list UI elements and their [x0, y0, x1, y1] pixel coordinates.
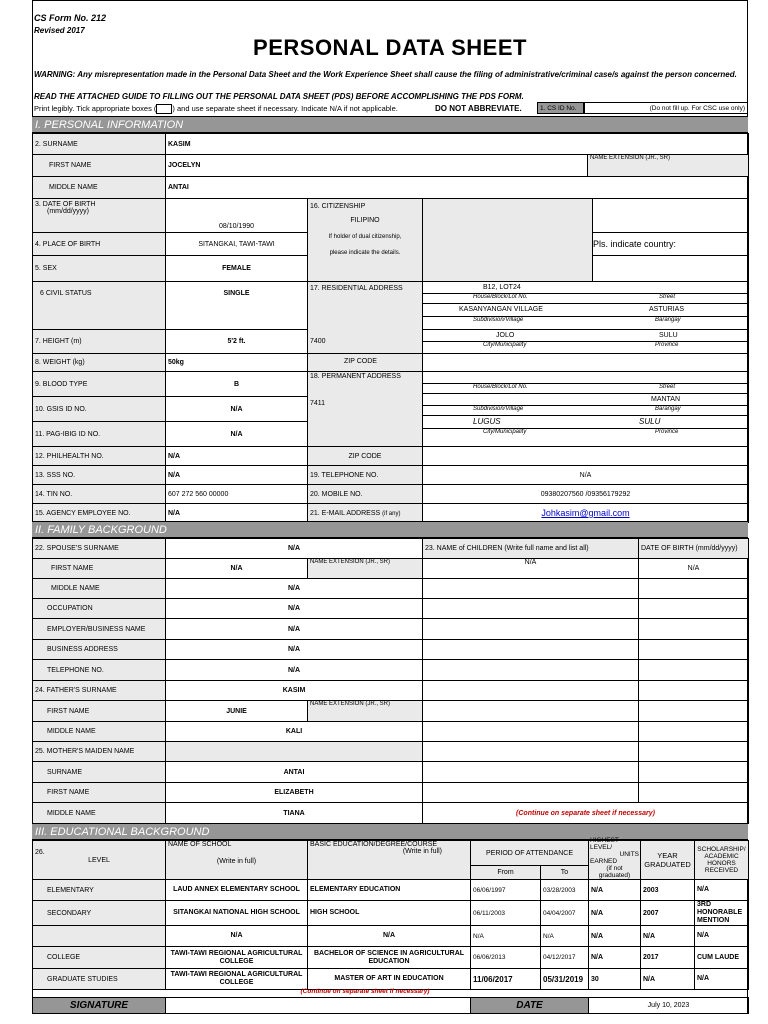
perm-street-label: Street [659, 384, 676, 390]
mother-first-label: FIRST NAME [33, 783, 166, 803]
country-note: Pls. indicate country: [593, 233, 749, 256]
education-school[interactable]: N/A [166, 926, 308, 947]
spouse-middle-value[interactable]: N/A [166, 579, 423, 599]
education-honors[interactable]: N/A [695, 969, 749, 990]
spouse-middle-label: MIDDLE NAME [33, 579, 166, 599]
section-family-header: II. FAMILY BACKGROUND [32, 521, 748, 538]
business-address-label: BUSINESS ADDRESS [33, 640, 166, 660]
telephone-label: 19. TELEPHONE NO. [308, 466, 423, 485]
education-course[interactable]: HIGH SCHOOL [308, 901, 471, 926]
mother-middle-value[interactable]: TIANA [166, 803, 423, 824]
course-subheader: (Write in full) [402, 848, 442, 855]
instructions [34, 104, 398, 114]
personal-name-table [32, 133, 749, 199]
res-barangay-value[interactable]: ASTURIAS [649, 306, 685, 313]
blood-type-value[interactable]: B [166, 372, 308, 397]
form-id: CS Form No. 212 [34, 13, 107, 23]
email-link[interactable]: Johkasim@gmail.com [541, 508, 630, 518]
mother-first-value[interactable]: ELIZABETH [166, 783, 423, 803]
school-header: NAME OF SCHOOL [168, 841, 232, 848]
mother-maiden-label: 25. MOTHER'S MAIDEN NAME [33, 742, 166, 762]
education-year[interactable]: N/A [641, 926, 695, 947]
civil-status-label: 6 CIVIL STATUS [33, 282, 166, 330]
school-subheader: (Write in full) [216, 858, 257, 865]
education-from[interactable]: 06/06/2013 [471, 947, 541, 969]
honors-header-3: HONORS [707, 860, 736, 867]
employer-value[interactable]: N/A [166, 619, 423, 640]
education-row [33, 947, 749, 969]
instruction-part-a: Print legibly. Tick appropriate boxes ( [34, 104, 157, 113]
education-row [33, 969, 749, 990]
weight-value[interactable]: 50kg [166, 354, 308, 372]
perm-zip-label: ZIP CODE [308, 447, 423, 466]
father-ext-label: NAME EXTENSION (JR., SR) [308, 701, 423, 722]
res-house-value[interactable]: B12, LOT24 [483, 284, 521, 291]
middle-name-value[interactable]: ANTAI [166, 177, 749, 199]
first-name-label: FIRST NAME [33, 155, 166, 177]
to-header: To [541, 866, 589, 880]
tin-label: 14. TIN NO. [33, 485, 166, 504]
education-row [33, 901, 749, 926]
section-education-header: III. EDUCATIONAL BACKGROUND [32, 823, 748, 840]
sex-value[interactable]: FEMALE [166, 256, 308, 282]
province-label: Province [655, 342, 679, 348]
education-honors[interactable]: N/A [695, 926, 749, 947]
perm-barangay-label: Barangay [655, 406, 681, 412]
sex-label: 5. SEX [33, 256, 166, 282]
father-middle-value[interactable]: KALI [166, 722, 423, 742]
education-row [33, 880, 749, 901]
child-dob-value[interactable]: N/A [639, 559, 749, 579]
perm-province-value[interactable]: SULU [639, 417, 661, 426]
first-name-value[interactable]: JOCELYN [166, 155, 588, 177]
from-header: From [471, 866, 541, 880]
education-to[interactable]: 03/28/2003 [541, 880, 589, 901]
house-label: House/Block/Lot No. [473, 294, 528, 300]
education-honors[interactable]: 3RD HONORABLE MENTION [695, 901, 749, 926]
gsis-value[interactable]: N/A [166, 397, 308, 422]
education-level: COLLEGE [33, 947, 166, 969]
education-from[interactable]: 06/06/1997 [471, 880, 541, 901]
father-middle-label: MIDDLE NAME [33, 722, 166, 742]
occupation-label: OCCUPATION [33, 599, 166, 619]
pob-label: 4. PLACE OF BIRTH [33, 233, 166, 256]
citizenship-note-2: please indicate the details. [329, 250, 401, 256]
education-continue-note: (Continue on separate sheet if necessary) [300, 988, 430, 995]
education-to[interactable]: 05/31/2019 [541, 969, 589, 990]
pagibig-label: 11. PAG-IBIG ID NO. [33, 422, 166, 447]
units-header-4: EARNED [590, 858, 618, 865]
sss-value[interactable]: N/A [166, 466, 308, 485]
mobile-label: 20. MOBILE NO. [308, 485, 423, 504]
instruction-part-b: ) and use separate sheet if necessary. Indicate N/A if not applicable. [172, 104, 398, 113]
perm-zip-value[interactable]: 7411 [310, 400, 326, 407]
perm-subdivision-label: Subdivision/Village [473, 406, 524, 412]
education-honors[interactable]: CUM LAUDE [695, 947, 749, 969]
education-to[interactable]: 04/04/2007 [541, 901, 589, 926]
spouse-telephone-value[interactable]: N/A [166, 660, 423, 681]
spouse-ext-label: NAME EXTENSION (JR., SR) [308, 559, 423, 579]
occupation-value[interactable]: N/A [166, 599, 423, 619]
barangay-label: Barangay [655, 317, 681, 323]
education-to[interactable]: 04/12/2017 [541, 947, 589, 969]
dob-format: (mm/dd/yyyy) [47, 208, 89, 215]
education-units[interactable]: N/A [589, 901, 641, 926]
education-school[interactable]: LAUD ANNEX ELEMENTARY SCHOOL [166, 880, 308, 901]
philhealth-label: 12. PHILHEALTH NO. [33, 447, 166, 466]
father-surname-value[interactable]: KASIM [166, 681, 423, 701]
tick-box-sample [156, 104, 172, 114]
guide-text: READ THE ATTACHED GUIDE TO FILLING OUT THE PERSONAL DATA SHEET (PDS) BEFORE ACCOMPLISHING THE PDS FORM. [34, 92, 524, 101]
units-header-5: (if not [606, 865, 623, 872]
mother-surname-value[interactable]: ANTAI [166, 762, 423, 783]
name-extension-label: NAME EXTENSION (JR., SR) [588, 155, 749, 177]
tin-value[interactable]: 607 272 560 00000 [166, 485, 308, 504]
units-header-6: graduated) [598, 872, 631, 879]
spouse-surname-label: 22. SPOUSE'S SURNAME [33, 539, 166, 559]
child-name-value[interactable]: N/A [423, 559, 639, 579]
pob-value[interactable]: SITANGKAI, TAWI-TAWI [166, 233, 308, 256]
education-year[interactable]: 2003 [641, 880, 695, 901]
education-table [32, 837, 749, 990]
height-value[interactable]: 5'2 ft. [166, 330, 308, 354]
father-first-label: FIRST NAME [33, 701, 166, 722]
telephone-value[interactable]: N/A [423, 466, 749, 485]
education-level: ELEMENTARY [33, 880, 166, 901]
education-course[interactable]: BACHELOR OF SCIENCE IN AGRICULTURAL EDUCATION [308, 947, 471, 969]
children-label: 23. NAME of CHILDREN (Write full name and list all) [423, 539, 639, 559]
res-zip-label: ZIP CODE [344, 358, 377, 365]
perm-province-label: Province [655, 429, 679, 435]
education-level: GRADUATE STUDIES [33, 969, 166, 990]
date-label: DATE [471, 998, 589, 1014]
page-title: PERSONAL DATA SHEET [253, 35, 527, 60]
honors-header-1: SCHOLARSHIP/ [697, 846, 746, 853]
education-level [33, 926, 166, 947]
cs-id-field[interactable] [584, 102, 748, 114]
level-header: LEVEL [88, 856, 110, 864]
education-school[interactable]: TAWI-TAWI REGIONAL AGRICULTURAL COLLEGE [166, 969, 308, 990]
education-course[interactable]: MASTER OF ART IN EDUCATION [308, 969, 471, 990]
warning-text: WARNING: Any misrepresentation made in the Personal Data Sheet and the Work Experience Sheet shall cause the filing of administrative/criminal case/s against the person concerned. [34, 70, 737, 79]
res-subdivision-value[interactable]: KASANYANGAN VILLAGE [459, 306, 543, 313]
email-note: (if any) [382, 510, 401, 517]
perm-barangay-value[interactable]: MANTAN [651, 396, 681, 403]
res-zip-value[interactable]: 7400 [310, 338, 326, 345]
blood-type-label: 9. BLOOD TYPE [33, 372, 166, 397]
year-header-1: YEAR [657, 851, 678, 860]
personal-details-table [32, 198, 749, 282]
civil-address-table [32, 281, 749, 523]
business-address-value[interactable]: N/A [166, 640, 423, 660]
year-header-2: GRADUATED [644, 860, 691, 869]
mother-middle-label: MIDDLE NAME [33, 803, 166, 824]
height-label: 7. HEIGHT (m) [33, 330, 166, 354]
employer-label: EMPLOYER/BUSINESS NAME [33, 619, 166, 640]
spouse-first-value[interactable]: N/A [166, 559, 308, 579]
res-city-value[interactable]: JOLO [496, 332, 515, 339]
education-honors[interactable]: N/A [695, 880, 749, 901]
education-from[interactable]: 11/06/2017 [471, 969, 541, 990]
citizenship-label: 16. CITIZENSHIP [310, 203, 366, 210]
residential-label: 17. RESIDENTIAL ADDRESS [308, 282, 423, 354]
pagibig-value[interactable]: N/A [166, 422, 308, 447]
perm-city-value[interactable]: LUGUS [473, 417, 501, 426]
units-header-2: LEVEL/ [590, 844, 613, 851]
surname-label: 2. SURNAME [33, 134, 166, 155]
subdivision-label: Subdivision/Village [473, 317, 524, 323]
date-value[interactable]: July 10, 2023 [589, 998, 749, 1014]
signature-field[interactable] [166, 998, 471, 1014]
education-year[interactable]: N/A [641, 969, 695, 990]
agency-label: 15. AGENCY EMPLOYEE NO. [33, 504, 166, 523]
family-continue-note: (Continue on separate sheet if necessary) [423, 803, 749, 824]
education-school[interactable]: TAWI-TAWI REGIONAL AGRICULTURAL COLLEGE [166, 947, 308, 969]
mobile-value[interactable]: 09380207560 /09356179292 [423, 485, 749, 504]
citizenship-value[interactable]: FILIPINO [350, 217, 380, 224]
footer-table [32, 997, 749, 1014]
spouse-first-label: FIRST NAME [33, 559, 166, 579]
revised-label: Revised 2017 [34, 26, 85, 35]
family-table [32, 538, 749, 824]
philhealth-value[interactable]: N/A [166, 447, 308, 466]
weight-label: 8. WEIGHT (kg) [33, 354, 166, 372]
education-from[interactable]: N/A [471, 926, 541, 947]
agency-value[interactable]: N/A [166, 504, 308, 523]
spouse-telephone-label: TELEPHONE NO. [33, 660, 166, 681]
perm-house-label: House/Block/Lot No. [473, 384, 528, 390]
education-level: SECONDARY [33, 901, 166, 926]
units-header-1: HIGHEST [590, 837, 619, 844]
surname-value[interactable]: KASIM [166, 134, 749, 155]
dob-value[interactable]: 08/10/1990 [166, 199, 308, 233]
education-units[interactable]: N/A [589, 880, 641, 901]
email-label: 21. E-MAIL ADDRESS [310, 509, 381, 517]
education-row [33, 926, 749, 947]
section-personal-header: I. PERSONAL INFORMATION [32, 116, 748, 133]
course-header: BASIC EDUCATION/DEGREE/COURSE [310, 841, 438, 848]
education-school[interactable]: SITANGKAI NATIONAL HIGH SCHOOL [166, 901, 308, 926]
signature-label: SIGNATURE [33, 998, 166, 1014]
honors-header-4: RECEIVED [704, 867, 739, 874]
honors-header-2: ACADEMIC [704, 853, 739, 860]
education-num: 26. [35, 849, 45, 856]
permanent-label: 18. PERMANENT ADDRESS [310, 373, 401, 380]
city-label: City/Municipality [483, 342, 527, 348]
middle-name-label: MIDDLE NAME [33, 177, 166, 199]
cs-id-note: (Do not fill up. For CSC use only) [649, 105, 745, 112]
cs-id-label: 1. CS ID No. [537, 102, 584, 114]
education-units[interactable]: N/A [589, 926, 641, 947]
dob-num: 3. [35, 201, 41, 208]
perm-city-label: City/Municipality [483, 429, 527, 435]
citizenship-note-1: If holder of dual citizenship, [328, 234, 402, 240]
education-from[interactable]: 06/11/2003 [471, 901, 541, 926]
mother-surname-label: SURNAME [33, 762, 166, 783]
units-header-3: UNITS [619, 851, 639, 858]
father-first-value[interactable]: JUNIE [166, 701, 308, 722]
civil-status-value[interactable]: SINGLE [166, 282, 308, 330]
sss-label: 13. SSS NO. [33, 466, 166, 485]
period-header: PERIOD OF ATTENDANCE [471, 841, 589, 866]
education-year[interactable]: 2007 [641, 901, 695, 926]
no-abbreviate-note: DO NOT ABBREVIATE. [435, 104, 522, 113]
education-course[interactable]: ELEMENTARY EDUCATION [308, 880, 471, 901]
dob-label: DATE OF BIRTH [42, 201, 96, 208]
education-course[interactable]: N/A [308, 926, 471, 947]
gsis-label: 10. GSIS ID NO. [33, 397, 166, 422]
spouse-surname-value[interactable]: N/A [166, 539, 423, 559]
education-units[interactable]: 30 [589, 969, 641, 990]
street-label: Street [659, 294, 676, 300]
child-dob-label: DATE OF BIRTH (mm/dd/yyyy) [639, 539, 749, 559]
res-province-value[interactable]: SULU [659, 332, 678, 339]
education-year[interactable]: 2017 [641, 947, 695, 969]
education-to[interactable]: N/A [541, 926, 589, 947]
education-units[interactable]: N/A [589, 947, 641, 969]
father-surname-label: 24. FATHER'S SURNAME [33, 681, 166, 701]
